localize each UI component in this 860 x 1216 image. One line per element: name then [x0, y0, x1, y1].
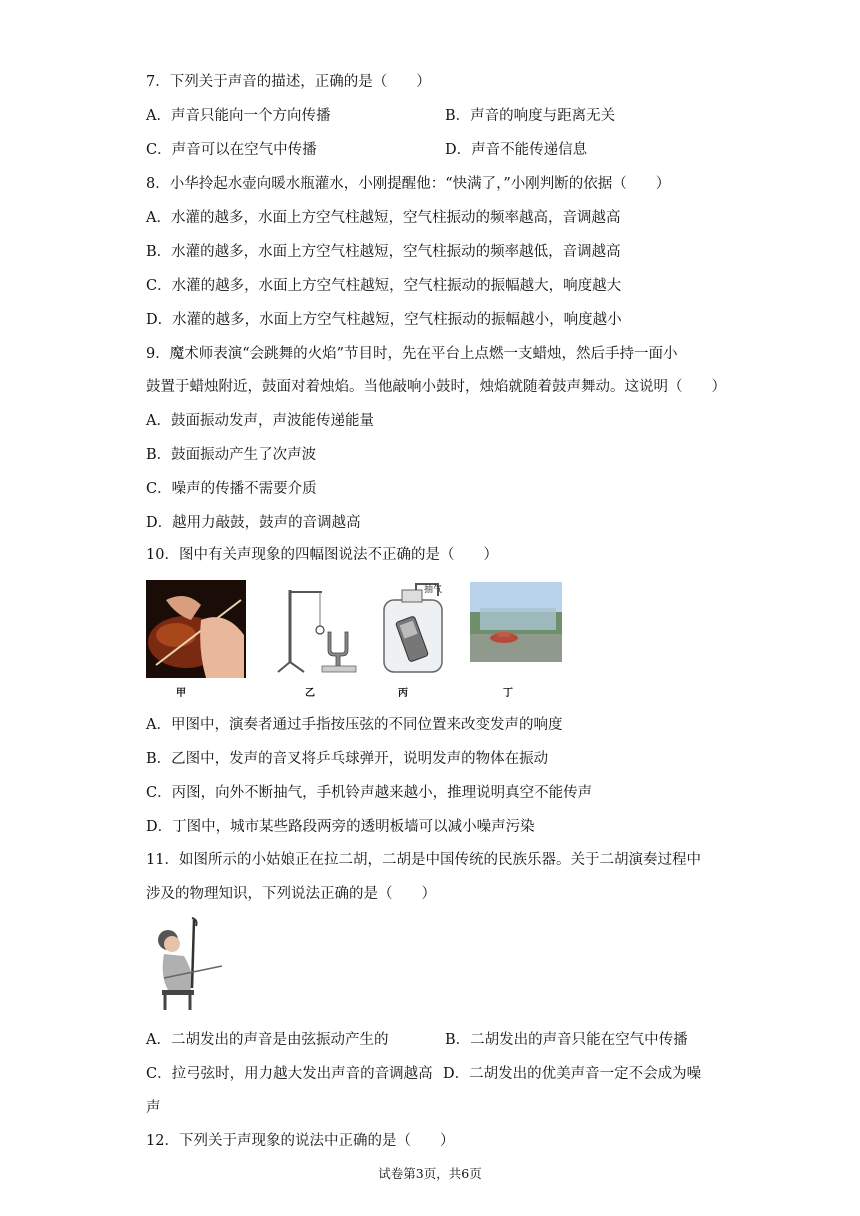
q9-option-c: C．噪声的传播不需要介质: [146, 481, 317, 497]
q7-stem: 7．下列关于声音的描述，正确的是（ ）: [146, 74, 431, 90]
q8-stem: 8．小华拎起水壶向暖水瓶灌水，小刚提醒他：“快满了，”小刚判断的依据（ ）: [146, 176, 671, 192]
q10-option-c: C．丙图，向外不断抽气，手机铃声越来越小，推理说明真空不能传声: [146, 785, 593, 801]
q10-stem: 10．图中有关声现象的四幅图说法不正确的是（ ）: [146, 547, 498, 563]
q7-option-d: D．声音不能传递信息: [445, 142, 588, 158]
page-footer: 试卷第3页，共6页: [378, 1166, 482, 1181]
q11-option-b: B．二胡发出的声音只能在空气中传播: [445, 1032, 688, 1048]
q9-option-d: D．越用力敲鼓，鼓声的音调越高: [146, 515, 361, 531]
q10-option-d: D．丁图中，城市某些路段两旁的透明板墙可以减小噪声污染: [146, 819, 535, 835]
q12-stem: 12．下列关于声现象的说法中正确的是（ ）: [146, 1133, 455, 1149]
q8-option-d: D．水灌的越多，水面上方空气柱越短，空气柱振动的振幅越小，响度越小: [146, 312, 622, 328]
q10-option-b: B．乙图中，发声的音叉将乒乓球弹开，说明发声的物体在振动: [146, 751, 549, 767]
q9-option-b: B．鼓面振动产生了次声波: [146, 447, 317, 463]
q7-option-b: B．声音的响度与距离无关: [445, 108, 616, 124]
q11-stem-line1: 11．如图所示的小姑娘正在拉二胡，二胡是中国传统的民族乐器。关于二胡演奏过程中: [146, 852, 701, 868]
figure-label-yi: 乙: [305, 688, 315, 699]
q7-option-c: C．声音可以在空气中传播: [146, 142, 317, 158]
q11-option-d-continued: 声: [146, 1100, 161, 1116]
q11-option-a: A．二胡发出的声音是由弦振动产生的: [146, 1032, 389, 1048]
q9-stem-line1: 9．魔术师表演“会跳舞的火焰”节目时，先在平台上点燃一支蜡烛，然后手持一面小: [146, 346, 678, 362]
bell-jar-figure: [378, 582, 464, 678]
q11-stem-line2: 涉及的物理知识，下列说法正确的是（ ）: [146, 886, 436, 902]
q9-option-a: A．鼓面振动发声，声波能传递能量: [146, 413, 374, 429]
pump-label: 抽气: [424, 585, 443, 595]
tuning-fork-figure: [270, 582, 362, 678]
q8-option-c: C．水灌的越多，水面上方空气柱越短，空气柱振动的振幅越大，响度越大: [146, 278, 622, 294]
q8-option-a: A．水灌的越多，水面上方空气柱越短，空气柱振动的频率越高，音调越高: [146, 210, 621, 226]
q10-option-a: A．甲图中，演奏者通过手指按压弦的不同位置来改变发声的响度: [146, 717, 563, 733]
q11-option-c: C．拉弓弦时，用力越大发出声音的音调越高: [146, 1066, 433, 1082]
violin-figure: [146, 580, 246, 678]
erhu-girl-figure: [150, 916, 226, 1014]
figure-label-ding: 丁: [503, 688, 513, 699]
q9-stem-line2: 鼓置于蜡烛附近，鼓面对着烛焰。当他敲响小鼓时，烛焰就随着鼓声舞动。这说明（ ）: [146, 379, 726, 395]
q11-option-d: D．二胡发出的优美声音一定不会成为噪: [443, 1066, 702, 1082]
figure-label-bing: 丙: [398, 688, 408, 699]
q8-option-b: B．水灌的越多，水面上方空气柱越短，空气柱振动的频率越低，音调越高: [146, 244, 621, 260]
figure-label-jia: 甲: [176, 688, 186, 699]
noise-barrier-figure: [470, 582, 562, 662]
q7-option-a: A．声音只能向一个方向传播: [146, 108, 331, 124]
